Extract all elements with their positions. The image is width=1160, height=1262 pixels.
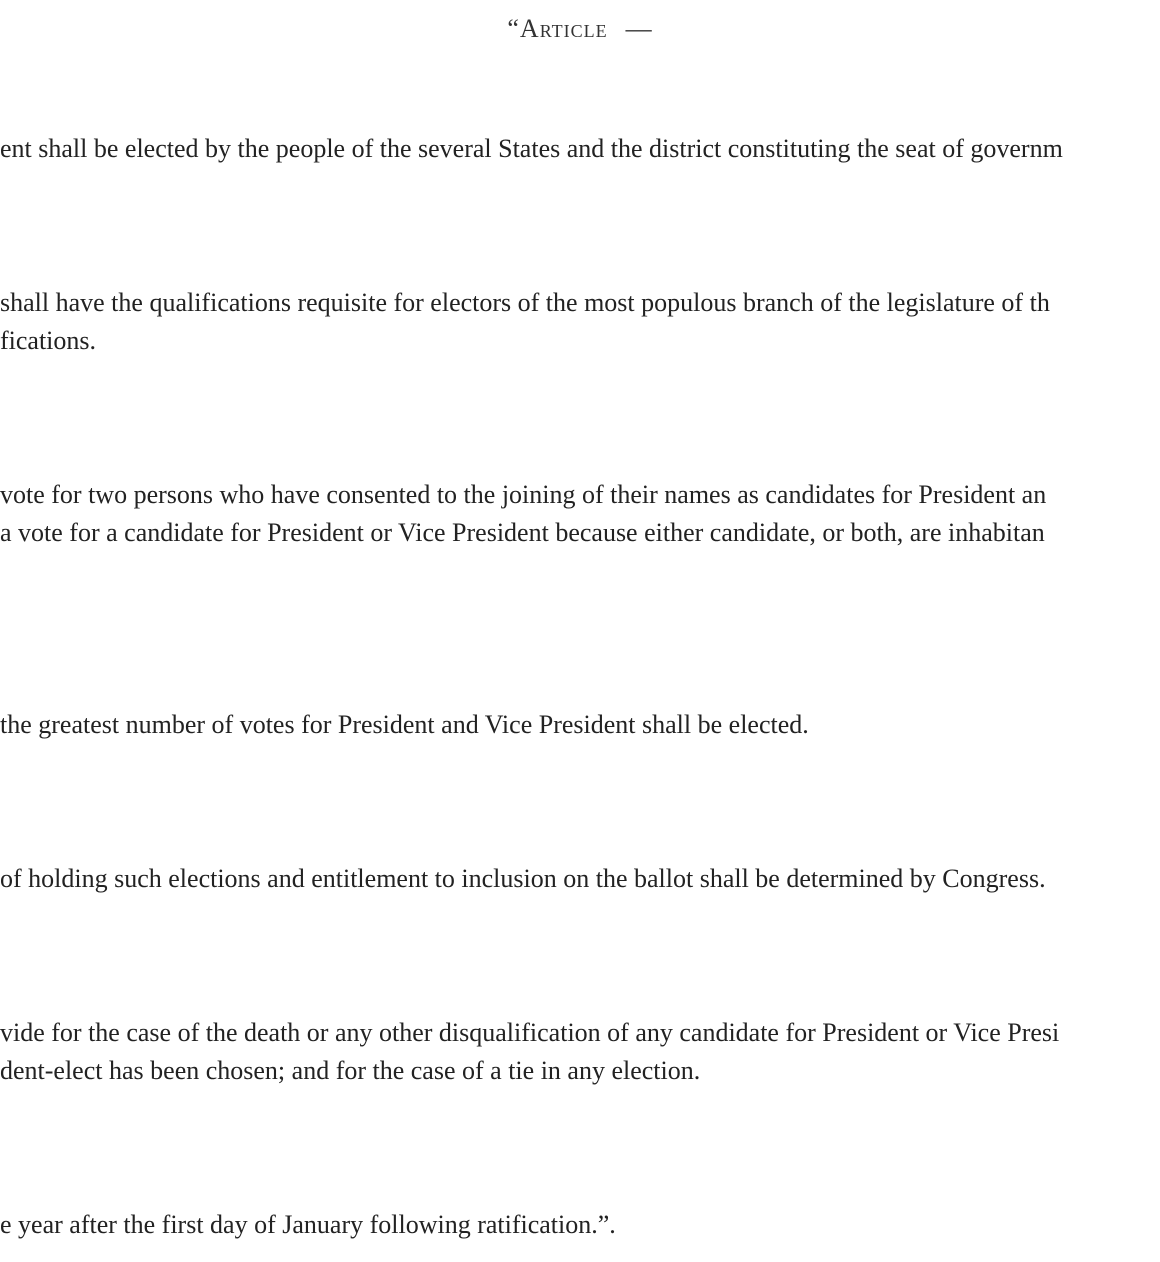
paragraph-line: of holding such elections and entitlement to inclusion on the ballot shall be determined by Congress. [0,864,1046,893]
paragraph-3 [0,476,1160,552]
paragraph-line: ent shall be elected by the people of the several States and the district constituting the seat of governm [0,134,1063,163]
paragraph-line: dent-elect has been chosen; and for the case of a tie in any election. [0,1056,701,1085]
paragraph-4 [0,706,1160,744]
paragraph-6 [0,1014,1160,1090]
article-title: “Article [507,14,608,43]
paragraph-line: shall have the qualifications requisite for electors of the most populous branch of the legislature of th [0,288,1050,317]
paragraph-2 [0,284,1160,360]
article-dash: — [625,14,653,43]
paragraph-7 [0,1206,1160,1244]
paragraph-1 [0,130,1160,168]
paragraph-line: vide for the case of the death or any other disqualification of any candidate for President or Vice Presi [0,1018,1060,1047]
paragraph-5 [0,860,1160,898]
paragraph-line: a vote for a candidate for President or Vice President because either candidate, or both, are inhabitan [0,518,1045,547]
paragraph-line: e year after the first day of January following ratification.”. [0,1210,616,1239]
paragraph-line: vote for two persons who have consented to the joining of their names as candidates for President an [0,480,1047,509]
paragraph-line: fications. [0,326,97,355]
paragraph-line: the greatest number of votes for President and Vice President shall be elected. [0,710,809,739]
article-heading [0,14,1160,44]
